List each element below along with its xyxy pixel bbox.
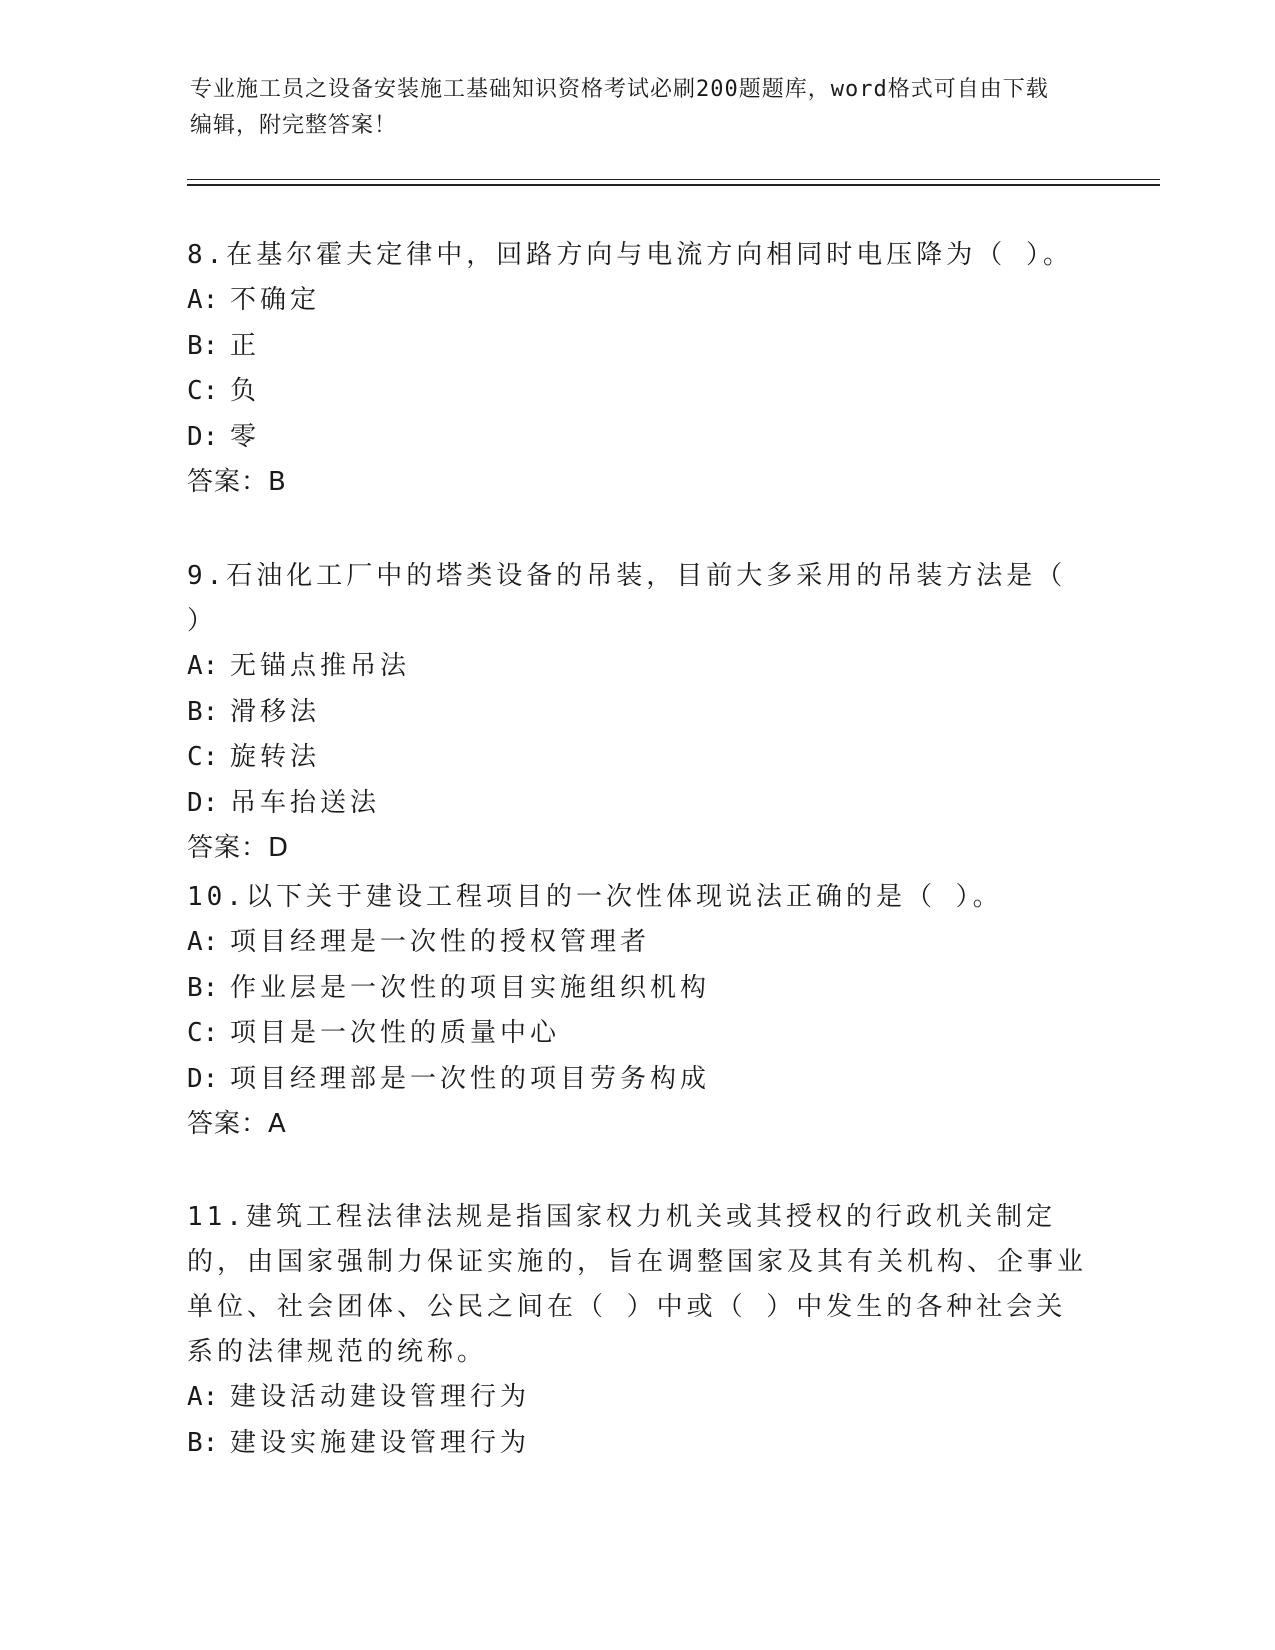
- option-a: [187, 644, 1087, 690]
- answer-line: 答案：B: [187, 467, 287, 497]
- option-d: [187, 1057, 1087, 1103]
- option-letter: B:: [187, 1427, 219, 1458]
- option-text: 建设实施建设管理行为: [230, 1427, 531, 1458]
- question-text: 10.以下关于建设工程项目的一次性体现说法正确的是（ ）。: [187, 882, 1003, 912]
- question-8: [187, 233, 1087, 506]
- option-letter: D:: [187, 787, 219, 818]
- option-letter: D:: [187, 1063, 219, 1094]
- option-letter: B:: [187, 696, 219, 727]
- option-a: [187, 278, 1087, 324]
- option-text: 旋转法: [230, 742, 321, 772]
- header-divider-thin: [187, 179, 1160, 180]
- option-a: [187, 920, 1087, 966]
- option-b: [187, 690, 1087, 736]
- option-letter: D:: [187, 421, 219, 452]
- option-d: [187, 781, 1087, 827]
- option-text: 滑移法: [230, 696, 321, 727]
- option-letter: B:: [187, 330, 219, 361]
- option-letter: A:: [187, 285, 219, 315]
- option-text: 项目经理部是一次性的项目劳务构成: [230, 1063, 711, 1094]
- option-a: [187, 1375, 1087, 1421]
- option-letter: C:: [187, 1018, 219, 1048]
- option-d: [187, 415, 1087, 461]
- option-text: 无锚点推吊法: [230, 651, 411, 681]
- option-text: 项目经理是一次性的授权管理者: [230, 927, 651, 957]
- option-letter: A:: [187, 927, 219, 957]
- question-text: 9.石油化工厂中的塔类设备的吊装，目前大多采用的吊装方法是（ ）: [187, 561, 1067, 636]
- answer-line: 答案：A: [187, 1109, 287, 1139]
- answer-line: 答案：D: [187, 833, 290, 863]
- question-text: 8.在基尔霍夫定律中，回路方向与电流方向相同时电压降为（ ）。: [187, 240, 1073, 270]
- option-text: 不确定: [230, 285, 321, 315]
- option-text: 零: [230, 421, 261, 452]
- option-letter: C:: [187, 742, 219, 772]
- option-letter: A:: [187, 1382, 219, 1412]
- option-text: 正: [230, 330, 261, 361]
- option-b: [187, 966, 1087, 1012]
- question-11: [187, 1195, 1087, 1466]
- option-b: [187, 1421, 1087, 1467]
- question-9: [187, 554, 1087, 872]
- question-text: 11.建筑工程法律法规是指国家权力机关或其授权的行政机关制定的，由国家强制力保证实施的，旨在调整国家及其有关机构、企事业单位、社会团体、公民之间在（ ）中或（ ）中发生的各种社会关系的法律规范的统称。: [187, 1202, 1088, 1367]
- option-b: [187, 324, 1087, 370]
- option-text: 作业层是一次性的项目实施组织机构: [230, 972, 711, 1003]
- option-letter: A:: [187, 651, 219, 681]
- option-c: [187, 1011, 1087, 1057]
- document-header: 专业施工员之设备安装施工基础知识资格考试必刷200题题库，word格式可自由下载编辑，附完整答案！: [190, 77, 1049, 138]
- option-text: 建设活动建设管理行为: [230, 1382, 531, 1412]
- option-text: 吊车抬送法: [230, 787, 381, 818]
- option-letter: C:: [187, 376, 219, 406]
- option-letter: B:: [187, 972, 219, 1003]
- option-text: 项目是一次性的质量中心: [230, 1018, 561, 1048]
- question-10: [187, 875, 1087, 1148]
- option-text: 负: [230, 376, 261, 406]
- option-c: [187, 735, 1087, 781]
- option-c: [187, 369, 1087, 415]
- header-divider-thick: [187, 184, 1160, 186]
